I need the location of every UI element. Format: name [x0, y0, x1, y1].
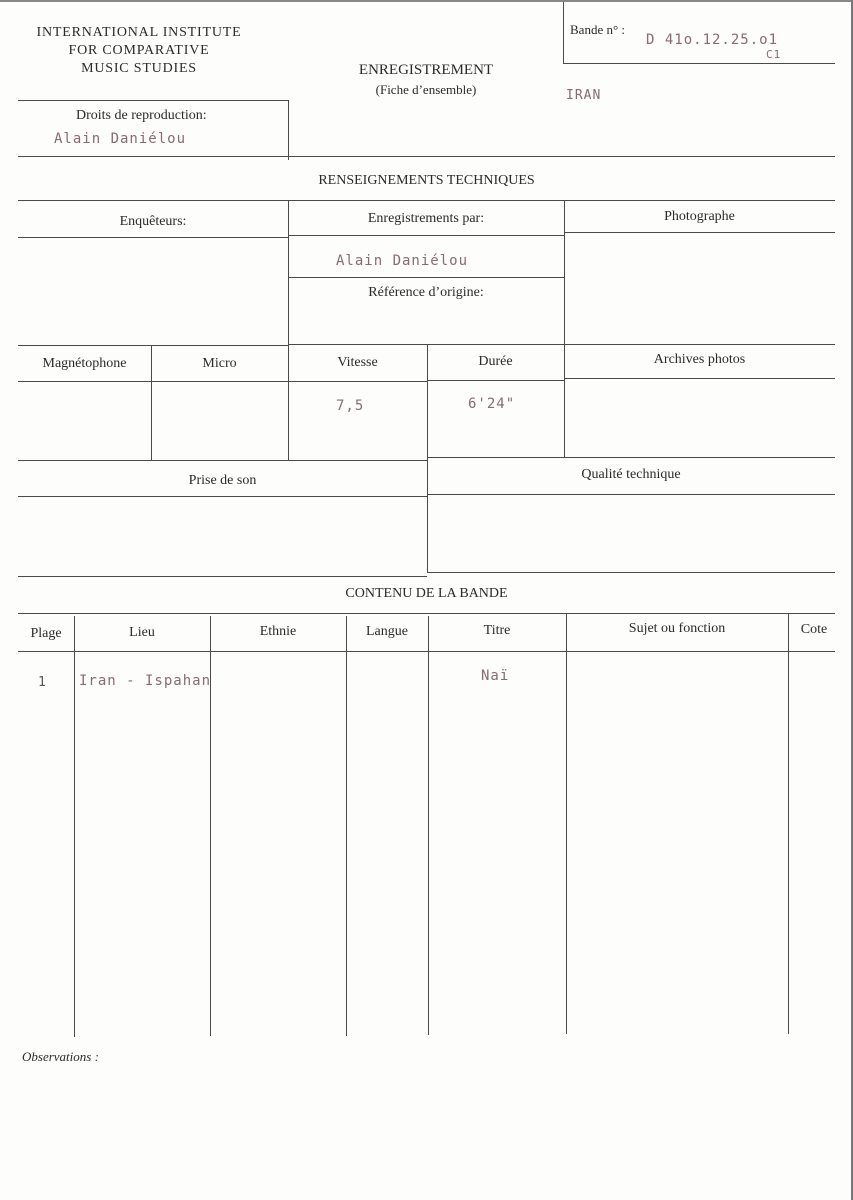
- institute-name: [14, 24, 264, 78]
- reference-label: Référence d’origine:: [368, 285, 484, 300]
- enregistrements-label: Enregistrements par:: [367, 211, 485, 226]
- contents-section-title: CONTENU DE LA BANDE: [345, 586, 508, 601]
- column-header-sujet: Sujet ou fonction: [628, 621, 726, 636]
- rights-box-bottom: [18, 156, 835, 157]
- equipment-header-line-right: [564, 378, 835, 379]
- country-value: IRAN: [566, 88, 602, 103]
- archives-label: Archives photos: [653, 352, 746, 367]
- rights-box-top: [18, 100, 288, 101]
- institute-line: MUSIC STUDIES: [81, 61, 197, 76]
- observations-label: Observations :: [22, 1049, 99, 1064]
- technical-header-line-left: [18, 237, 288, 238]
- form-title: ENREGISTREMENT: [358, 62, 494, 78]
- equipment-divider-3: [427, 345, 428, 573]
- rights-label: Droits de reproduction:: [76, 108, 207, 123]
- technical-header-line-mid: [288, 235, 564, 236]
- bande-suffix: C1: [766, 48, 782, 61]
- column-header-plage: Plage: [30, 626, 62, 641]
- photographe-label: Photographe: [664, 209, 735, 224]
- bande-box-left: [563, 2, 564, 64]
- equipment-top-right: [288, 344, 835, 345]
- qualite-label: Qualité technique: [581, 467, 681, 482]
- sound-top-right: [427, 457, 835, 458]
- duree-value: 6'24": [468, 396, 516, 412]
- contents-top-line: [18, 613, 835, 614]
- sound-header-line-left: [18, 496, 427, 497]
- technical-header-line-right: [564, 232, 835, 233]
- column-header-cote: Cote: [800, 622, 828, 637]
- rights-box-right: [288, 100, 289, 160]
- equipment-divider-2: [288, 345, 289, 460]
- equipment-divider-1: [151, 345, 152, 460]
- contents-divider-3: [346, 616, 347, 1036]
- equipment-top-left: [18, 345, 288, 346]
- contents-divider-5: [566, 614, 567, 1034]
- sound-bottom-right: [427, 572, 835, 573]
- bande-box-bottom: [563, 63, 835, 64]
- prise-label: Prise de son: [188, 473, 257, 488]
- technical-section-title: RENSEIGNEMENTS TECHNIQUES: [318, 173, 535, 188]
- column-header-titre: Titre: [483, 623, 511, 638]
- sound-top-left: [18, 460, 427, 461]
- micro-label: Micro: [202, 356, 237, 371]
- technical-divider-1: [288, 200, 289, 345]
- row-plage: 1: [38, 675, 47, 690]
- column-header-langue: Langue: [366, 624, 408, 639]
- contents-divider-4: [428, 616, 429, 1035]
- equipment-header-line-left: [18, 381, 427, 382]
- column-header-ethnie: Ethnie: [259, 624, 297, 639]
- form-subtitle: (Fiche d’ensemble): [375, 82, 477, 97]
- vitesse-label: Vitesse: [337, 355, 378, 370]
- equipment-divider-4: [564, 344, 565, 458]
- contents-divider-1: [74, 616, 75, 1037]
- equipment-header-line-mid: [427, 380, 564, 381]
- contents-divider-6: [788, 614, 789, 1034]
- row-lieu: Iran - Ispahan: [79, 673, 212, 689]
- duree-label: Durée: [478, 354, 513, 369]
- magnetophone-label: Magnétophone: [42, 356, 127, 371]
- contents-header-line: [18, 651, 835, 652]
- sound-header-line-right: [427, 494, 835, 495]
- enqueteurs-label: Enquêteurs:: [119, 214, 187, 229]
- bande-label: Bande n° :: [570, 22, 626, 37]
- page-top-edge: [0, 0, 853, 2]
- row-titre: Naï: [481, 668, 510, 684]
- technical-top-line: [18, 200, 835, 201]
- technical-divider-2: [564, 200, 565, 345]
- reference-line: [288, 277, 564, 278]
- sound-bottom-left: [18, 576, 427, 577]
- institute-line: FOR COMPARATIVE: [68, 43, 210, 58]
- column-header-lieu: Lieu: [129, 625, 155, 640]
- vitesse-value: 7,5: [336, 398, 365, 414]
- enregistrements-value: Alain Daniélou: [336, 253, 469, 269]
- bande-value: D 41o.12.25.o1: [646, 32, 779, 48]
- rights-value: Alain Daniélou: [54, 131, 187, 147]
- institute-line: INTERNATIONAL INSTITUTE: [36, 25, 242, 40]
